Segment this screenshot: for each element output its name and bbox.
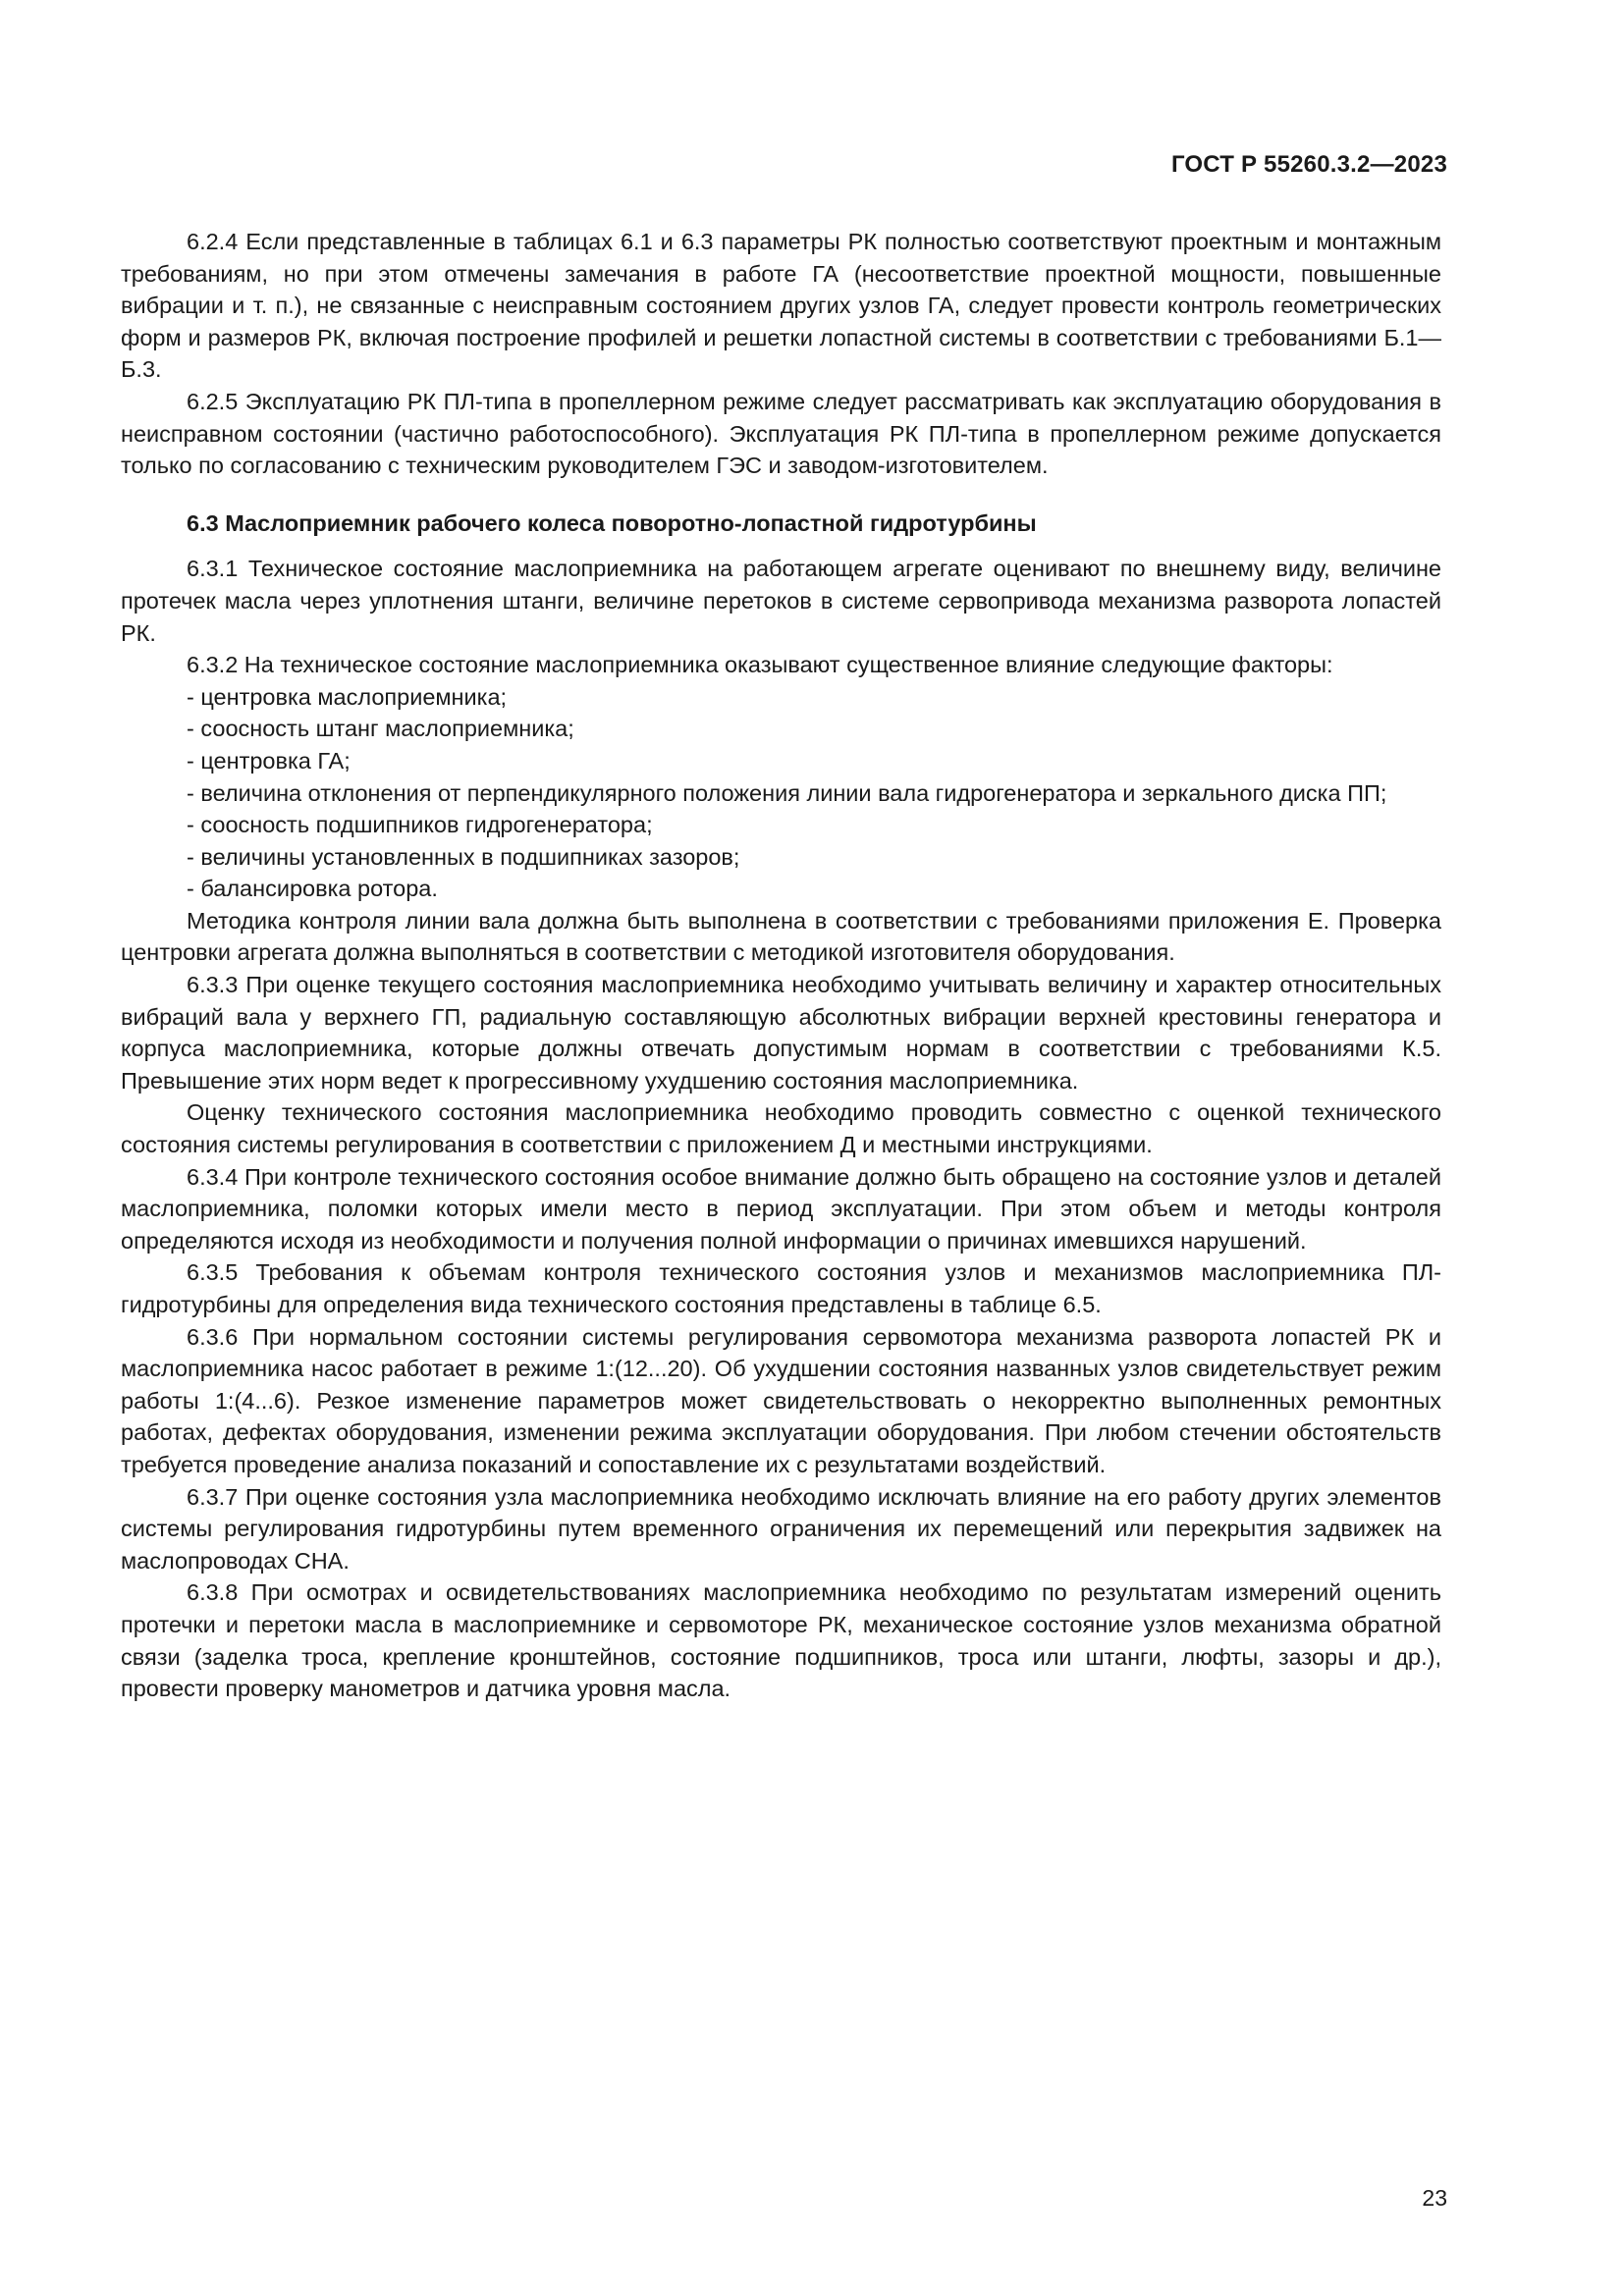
- list-item-factor: - центровка ГА;: [187, 747, 351, 774]
- list-item-factor: - величина отклонения от перпендикулярного положения линии вала гидрогенератора и зеркального диска ПП;: [187, 779, 1387, 806]
- section-title-6-3: 6.3 Маслоприемник рабочего колеса поворотно-лопастной гидротурбины: [187, 509, 1037, 536]
- list-item-factor: - балансировка ротора.: [187, 876, 438, 902]
- paragraph-6-3-6: 6.3.6 При нормальном состоянии системы регулирования сервомотора механизма разворота лопастей РК и маслоприемника насос работает в режиме 1:(12...20). Об ухудшении состояния названных узлов свидетельствует режим работы 1:(4...6). Резкое изменение параметров может свидетельствовать о некорректно выполненных ремонтных работах, дефектах оборудования, изменении режима эксплуатации оборудования. При любом стечении обстоятельств требуется проведение анализа показаний и сопоставление их с результатами воздействий.: [121, 1323, 1441, 1477]
- paragraph-6-3-7: 6.3.7 При оценке состояния узла маслоприемника необходимо исключать влияние на его работу других элементов системы регулирования гидротурбины путем временного ограничения их перемещений или перекрытия задвижек на маслопроводах СНА.: [121, 1483, 1441, 1574]
- paragraph-6-3-5: 6.3.5 Требования к объемам контроля технического состояния узлов и механизмов маслоприемника ПЛ-гидротурбины для определения вида технического состояния представлены в таблице 6.5.: [121, 1259, 1441, 1317]
- paragraph-6-3-8: 6.3.8 При осмотрах и освидетельствованиях маслоприемника необходимо по результатам измерений оценить протечки и перетоки масла в маслоприемнике и сервомоторе РК, механическое состояние узлов механизма обратной связи (заделка троса, крепление кронштейнов, состояние подшипников, троса или штанги, люфты, зазоры и др.), провести проверку манометров и датчика уровня масла.: [121, 1579, 1441, 1702]
- list-item-factor: - величины установленных в подшипниках зазоров;: [187, 843, 740, 870]
- list-item-factor: - соосность штанг маслоприемника;: [187, 716, 574, 742]
- list-item-factor: - центровка маслоприемника;: [187, 683, 508, 710]
- paragraph-assessment: Оценку технического состояния маслоприемника необходимо проводить совместно с оценкой технического состояния системы регулирования в соответствии с приложением Д и местными инструкциями.: [121, 1099, 1441, 1158]
- paragraph-6-3-2: 6.3.2 На техническое состояние маслоприемника оказывают существенное влияние следующие факторы:: [187, 652, 1333, 678]
- paragraph-6-2-5: 6.2.5 Эксплуатацию РК ПЛ-типа в пропеллерном режиме следует рассматривать как эксплуатацию оборудования в неисправном состоянии (частично работоспособного). Эксплуатация РК ПЛ-типа в пропеллерном режиме допускается только по согласованию с техническим руководителем ГЭС и заводом-изготовителем.: [121, 388, 1441, 479]
- paragraph-shaft-line-method: Методика контроля линии вала должна быть выполнена в соответствии с требованиями приложения Е. Проверка центровки агрегата должна выполняться в соответствии с методикой изготовителя оборудования.: [121, 907, 1441, 966]
- list-item-factor: - соосность подшипников гидрогенератора;: [187, 812, 653, 838]
- paragraph-6-2-4: 6.2.4 Если представленные в таблицах 6.1 и 6.3 параметры РК полностью соответствуют проектным и монтажным требованиям, но при этом отмечены замечания в работе ГА (несоответствие проектной мощности, повышенные вибрации и т. п.), не связанные с неисправным состоянием других узлов ГА, следует провести контроль геометрических форм и размеров РК, включая построение профилей и решетки лопастной системы в соответствии с требованиями Б.1—Б.3.: [121, 229, 1441, 383]
- paragraph-6-3-1: 6.3.1 Техническое состояние маслоприемника на работающем агрегате оценивают по внешнему виду, величине протечек масла через уплотнения штанги, величине перетоков в системе сервопривода механизма разворота лопастей РК.: [121, 556, 1441, 646]
- paragraph-6-3-4: 6.3.4 При контроле технического состояния особое внимание должно быть обращено на состояние узлов и деталей маслоприемника, поломки которых имели место в период эксплуатации. При этом объем и методы контроля определяются исходя из необходимости и получения полной информации о причинах имевшихся нарушений.: [121, 1163, 1441, 1254]
- document-id-header: ГОСТ Р 55260.3.2—2023: [1170, 151, 1447, 178]
- page-number: 23: [1422, 2185, 1447, 2211]
- document-body: [121, 226, 1441, 1705]
- paragraph-6-3-3: 6.3.3 При оценке текущего состояния маслоприемника необходимо учитывать величину и характер относительных вибраций вала у верхнего ГП, радиальную составляющую абсолютных вибрации верхней крестовины генератора и корпуса маслоприемника, которые должны отвечать допустимым нормам в соответствии с требованиями К.5. Превышение этих норм ведет к прогрессивному ухудшению состояния маслоприемника.: [121, 972, 1441, 1094]
